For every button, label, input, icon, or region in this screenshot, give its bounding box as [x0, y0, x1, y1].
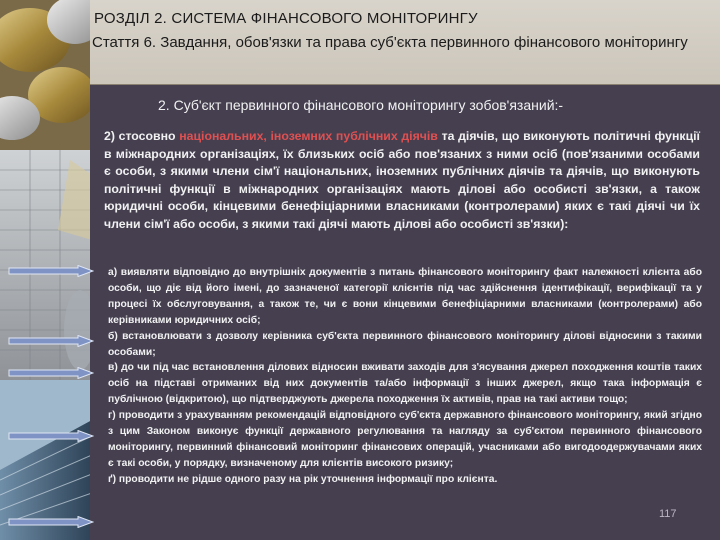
intro-highlight: національних, іноземних публічних діячів — [179, 129, 438, 143]
right-arrow-icon — [8, 265, 94, 277]
right-arrow-icon — [8, 516, 94, 528]
obligations-list — [108, 265, 702, 488]
subheading — [158, 97, 563, 113]
page-number: 117 — [659, 508, 677, 520]
list-item: г) проводити з урахуванням рекомендацій відповідного суб'єкта державного фінансового моніторингу, який згідно з цим Законом виконує функції державного регулювання та нагляду за суб'єктом первинного фінансового моніторингу, первинний фінансовий моніторинг фінансових операцій, учасниками або вигодоодержувачами яких є такі особи, у порядку, визначеному для клієнтів високого ризику; — [108, 410, 702, 469]
intro-prefix: 2) стосовно — [104, 129, 176, 143]
article-title: Стаття 6. Завдання, обов'язки та права суб'єкта первинного фінансового моніторингу — [92, 34, 688, 51]
right-arrow-icon — [8, 335, 94, 347]
subheading-number: 2. — [158, 97, 170, 113]
section-title: РОЗДІЛ 2. СИСТЕМА ФІНАНСОВОГО МОНІТОРИНГУ — [94, 10, 478, 27]
intro-paragraph — [104, 128, 700, 234]
list-item: ґ) проводити не рідше одного разу на рік уточнення інформації про клієнта. — [108, 473, 498, 485]
right-arrow-icon — [8, 430, 94, 442]
content-panel — [90, 0, 720, 540]
list-item: а) виявляти відповідно до внутрішніх документів з питань фінансового моніторингу факт належності клієнта або особи, що діє від його імені, до зазначеної категорії клієнтів під час здійснення ідентифікації, верифікації та у процесі їх обслуговування, а також те, чи є вони кінцевими бенефіціарними власниками (контролерами) або керівниками юридичних осіб; — [108, 267, 702, 326]
subheading-text: Суб'єкт первинного фінансового моніторингу зобов'язаний:- — [173, 97, 564, 113]
right-arrow-icon — [8, 367, 94, 379]
list-item: б) встановлювати з дозволу керівника суб'єкта первинного фінансового моніторингу ділові відносини з такими особами; — [108, 330, 702, 358]
list-item: в) до чи під час встановлення ділових відносин вживати заходів для з'ясування джерел походження коштів таких осіб на підставі отриманих від них документів та/або інформації з інших джерел, якщо така інформація є публічною (відкритою), що підтверджують джерела походження їх активів, прав на такі активи тощо; — [108, 362, 702, 406]
intro-rest: та діячів, що виконують політичні функції в міжнародних організаціях, їх близьких осіб або пов'язаних з ними осіб (пов'язаними особами є особи, з якими члени сім'ї національних, іноземних публічних діячів та діячів, що виконують політичні функції в міжнародних організаціях мають ділові або особисті зв'язки, а також юридичні особи, кінцевими бенефіціарними власниками (контролерами) яких є такі діячі чи їх члени сім'ї або особи, з якими такі діячі мають ділові або особисті зв'язки): — [104, 129, 701, 231]
title-band — [90, 0, 720, 85]
